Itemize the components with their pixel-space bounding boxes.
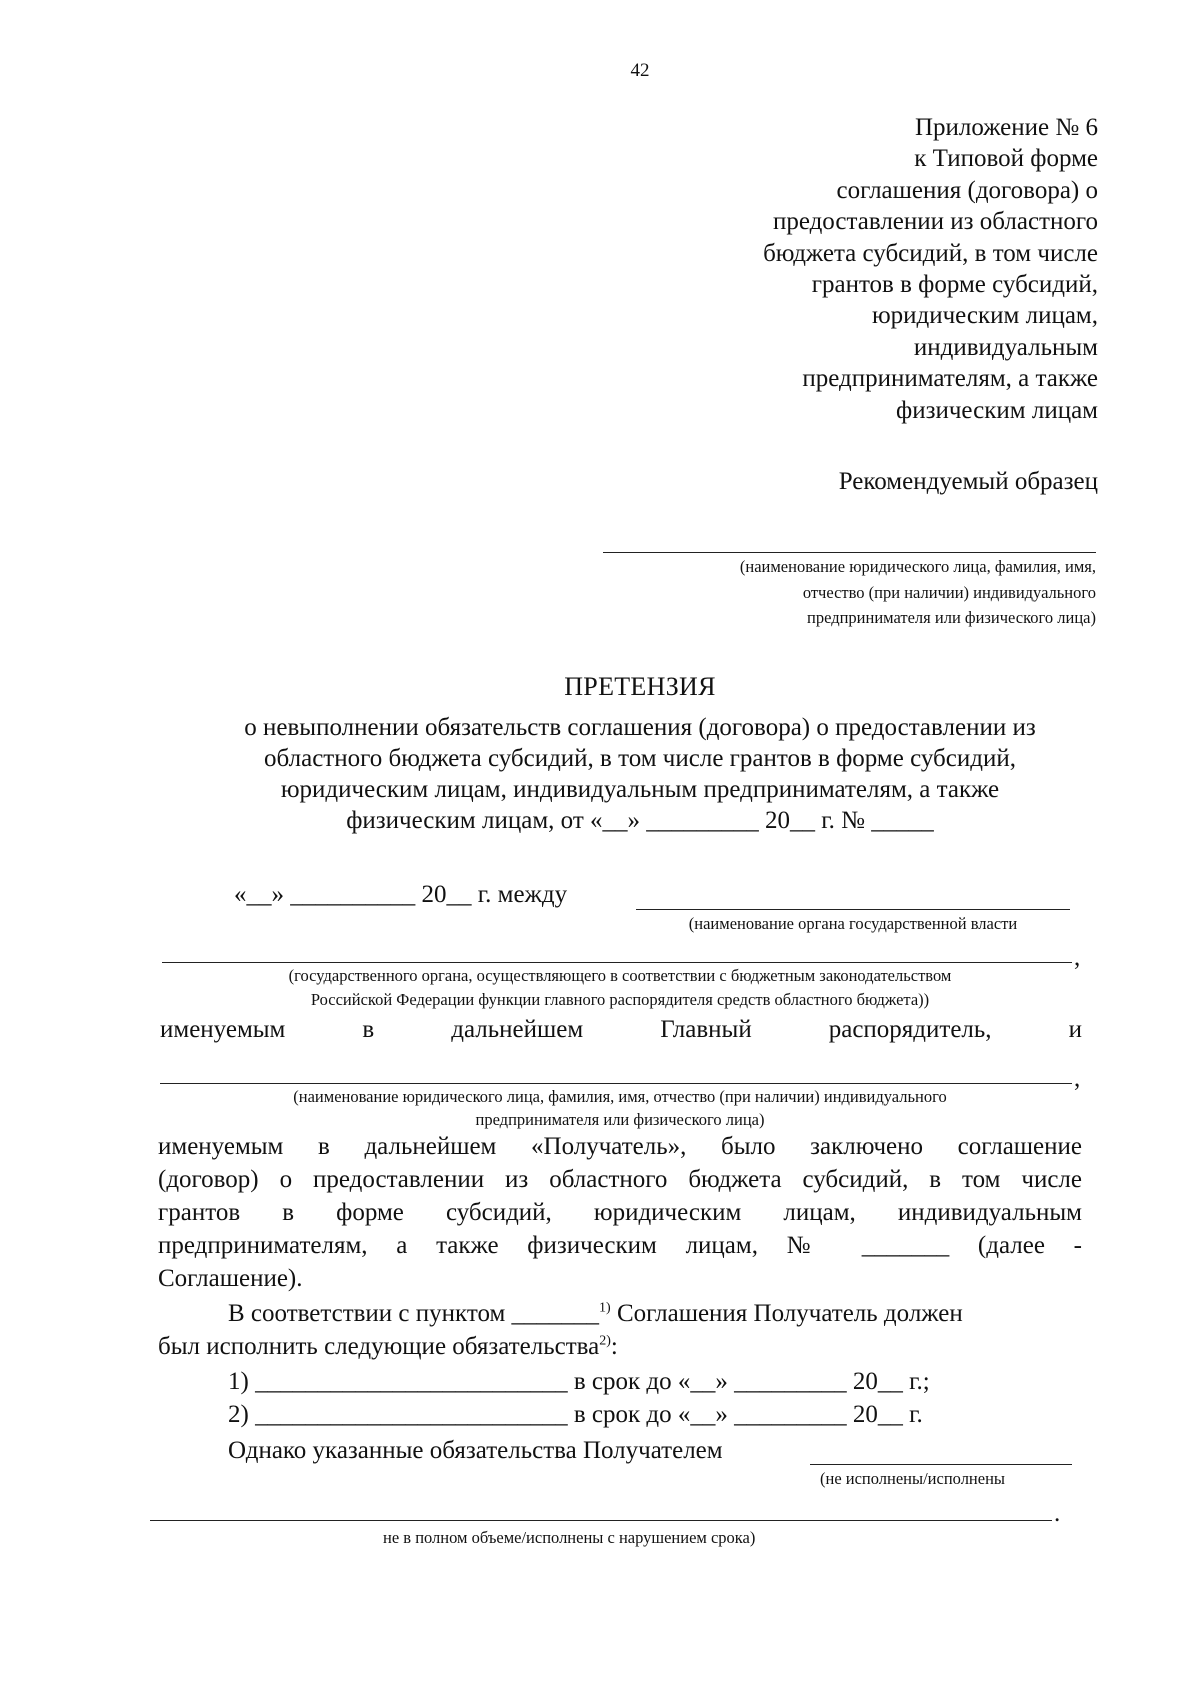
authority-name-line xyxy=(636,909,1070,910)
named-word: Главный xyxy=(660,1016,752,1043)
obligation-blank: _________________________ xyxy=(255,1368,568,1395)
paragraph1-line: грантов в форме субсидий, юридическим лицам, индивидуальным xyxy=(158,1199,1082,1226)
footnote-1-marker: 1) xyxy=(599,1300,611,1316)
recipient-caption-2: отчество (при наличии) индивидуального xyxy=(802,583,1096,602)
subtitle-line: юридическим лицам, индивидуальным предпринимателям, а также xyxy=(280,776,1000,803)
paragraph2-end: Соглашения Получатель должен xyxy=(610,1300,963,1327)
subtitle-line: о невыполнении обязательств соглашения (договора) о предоставлении из xyxy=(244,714,1036,741)
obligation-number: 1) xyxy=(228,1368,249,1395)
paragraph1-line: именуемым в дальнейшем «Получатель», было заключено соглашение xyxy=(158,1133,1082,1160)
obligation-deadline: в срок до «__» _________ 20__ г. xyxy=(573,1401,923,1428)
paragraph1-line: (договор) о предоставлении из областного бюджета субсидий, в том числе xyxy=(158,1166,1082,1193)
however-status-line xyxy=(810,1464,1072,1465)
recommended-sample-label: Рекомендуемый образец xyxy=(838,468,1098,495)
subtitle-line: физическим лицам, от «__» _________ 20__ г. № _____ xyxy=(346,807,934,834)
appendix-line: предоставлении из областного xyxy=(772,208,1098,236)
named-word: и xyxy=(1068,1016,1082,1043)
document-title: ПРЕТЕНЗИЯ xyxy=(564,672,716,701)
appendix-line: предпринимателям, а также xyxy=(802,365,1098,393)
named-main-distributor-line xyxy=(160,1016,1082,1044)
however-period: . xyxy=(1054,1500,1061,1527)
party-comma: , xyxy=(1074,1065,1081,1092)
appendix-line: юридическим лицам, xyxy=(871,302,1098,330)
appendix-header xyxy=(578,112,1098,426)
named-word: дальнейшем xyxy=(451,1016,584,1043)
obligation-deadline: в срок до «__» _________ 20__ г.; xyxy=(573,1368,930,1395)
paragraph1-line: Соглашение). xyxy=(158,1265,303,1292)
obligation-item xyxy=(228,1368,930,1396)
paragraph2-line1 xyxy=(228,1300,963,1328)
appendix-line: бюджета субсидий, в том числе xyxy=(763,239,1098,267)
obligation-blank: _________________________ xyxy=(255,1401,568,1428)
page-number: 42 xyxy=(630,60,650,81)
party-caption-2: предпринимателя или физического лица) xyxy=(475,1110,765,1129)
party-name-line xyxy=(160,1083,1072,1084)
named-word: именуемым xyxy=(160,1016,286,1043)
authority-caption-3: Российской Федерации функции главного распорядителя средств областного бюджета)) xyxy=(310,990,930,1009)
document-subtitle xyxy=(160,712,1120,836)
authority-caption-1: (наименование органа государственной власти xyxy=(688,914,1018,933)
recipient-caption-1: (наименование юридического лица, фамилия, имя, xyxy=(739,557,1096,576)
named-word: в xyxy=(362,1016,375,1043)
obligation-number: 2) xyxy=(228,1401,249,1428)
party-caption-1: (наименование юридического лица, фамилия, имя, отчество (при наличии) индивидуального xyxy=(293,1087,947,1106)
appendix-line: Приложение № 6 xyxy=(914,114,1098,141)
footnote-2-marker: 2) xyxy=(599,1333,611,1349)
subtitle-line: областного бюджета субсидий, в том числе грантов в форме субсидий, xyxy=(264,745,1016,772)
however-status-line-2 xyxy=(150,1520,1052,1521)
authority-comma: , xyxy=(1074,944,1081,971)
obligation-item xyxy=(228,1401,923,1429)
recipient-caption-3: предпринимателя или физического лица) xyxy=(807,608,1096,627)
authority-name-line-2 xyxy=(162,962,1072,963)
however-caption-2: не в полном объеме/исполнены с нарушением срока) xyxy=(383,1528,756,1547)
appendix-line: соглашения (договора) о xyxy=(836,176,1098,204)
agreement-date: «__» __________ 20__ г. между xyxy=(234,881,568,908)
paragraph2-start: В соответствии с пунктом _______ xyxy=(228,1300,600,1327)
however-caption-1: (не исполнены/исполнены xyxy=(820,1469,1005,1488)
appendix-line: физическим лицам xyxy=(896,396,1098,424)
however-text: Однако указанные обязательства Получателем xyxy=(228,1437,723,1464)
appendix-line: грантов в форме субсидий, xyxy=(811,271,1098,299)
paragraph2-colon: : xyxy=(610,1333,618,1360)
paragraph1-line: предпринимателям, а также физическим лицам, № _______ (далее - xyxy=(158,1232,1082,1259)
appendix-line: индивидуальным xyxy=(913,333,1098,361)
recipient-name-line xyxy=(603,552,1096,553)
appendix-line: к Типовой форме xyxy=(914,145,1098,173)
paragraph2-line2 xyxy=(158,1333,618,1361)
authority-caption-2: (государственного органа, осуществляющего в соответствии с бюджетным законодательством xyxy=(288,966,952,985)
paragraph2-line2-text: был исполнить следующие обязательства xyxy=(158,1333,600,1360)
named-word: распорядитель, xyxy=(828,1016,992,1043)
